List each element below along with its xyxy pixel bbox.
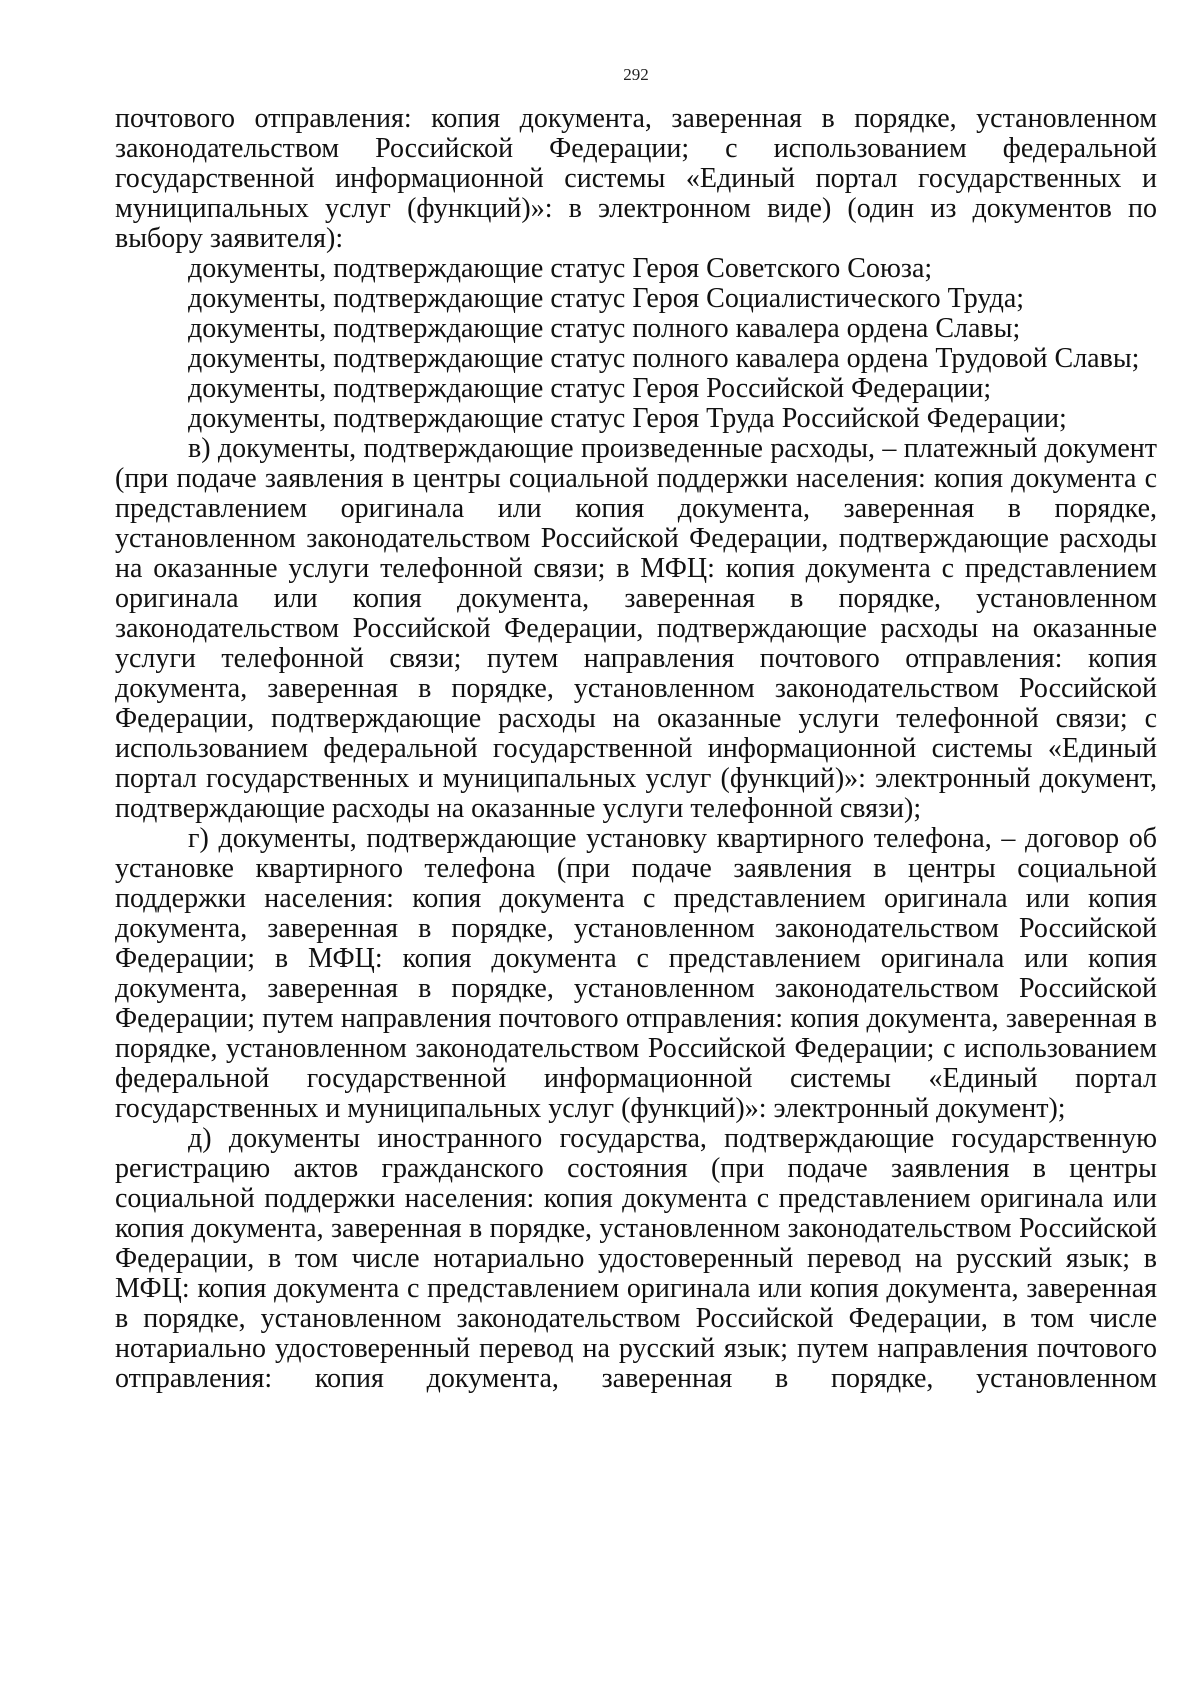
list-item: документы, подтверждающие статус Героя Социалистического Труда; xyxy=(188,283,1025,314)
list-item: документы, подтверждающие статус Героя Советского Союза; xyxy=(188,253,933,284)
hero-status-document-list xyxy=(115,254,1157,434)
page-number: 292 xyxy=(623,65,649,84)
list-item: документы, подтверждающие статус Героя Российской Федерации; xyxy=(188,373,992,404)
list-item: документы, подтверждающие статус Героя Труда Российской Федерации; xyxy=(188,403,1067,434)
paragraph-item-v: в) документы, подтверждающие произведенные расходы, – платежный документ (при подаче заявления в центры социальной поддержки населения: копия документа с представлением оригинала или копия документа, заверенная в порядке, установленном законодательством Российской Федерации, подтверждающие расходы на оказанные услуги телефонной связи; в МФЦ: копия документа с представлением оригинала или копия документа, заверенная в порядке, установленном законодательством Российской Федерации, подтверждающие расходы на оказанные услуги телефонной связи; путем направления почтового отправления: копия документа, заверенная в порядке, установленном законодательством Российской Федерации, подтверждающие расходы на оказанные услуги телефонной связи; с использованием федеральной государственной информационной системы «Единый портал государственных и муниципальных услуг (функций)»: электронный документ, подтверждающие расходы на оказанные услуги телефонной связи); xyxy=(115,433,1157,824)
paragraph-item-g: г) документы, подтверждающие установку квартирного телефона, – договор об установке квартирного телефона (при подаче заявления в центры социальной поддержки населения: копия документа с представлением оригинала или копия документа, заверенная в порядке, установленном законодательством Российской Федерации; в МФЦ: копия документа с представлением оригинала или копия документа, заверенная в порядке, установленном законодательством Российской Федерации; путем направления почтового отправления: копия документа, заверенная в порядке, установленном законодательством Российской Федерации; с использованием федеральной государственной информационной системы «Единый портал государственных и муниципальных услуг (функций)»: электронный документ); xyxy=(115,823,1157,1124)
list-item: документы, подтверждающие статус полного кавалера ордена Славы; xyxy=(188,313,1021,344)
paragraph-continuation: почтового отправления: копия документа, заверенная в порядке, установленном законодательством Российской Федерации; с использованием федеральной государственной информационной системы «Единый портал государственных и муниципальных услуг (функций)»: в электронном виде) (один из документов по выбору заявителя): xyxy=(115,103,1157,254)
paragraph-item-d: д) документы иностранного государства, подтверждающие государственную регистрацию актов гражданского состояния (при подаче заявления в центры социальной поддержки населения: копия документа с представлением оригинала или копия документа, заверенная в порядке, установленном законодательством Российской Федерации, в том числе нотариально удостоверенный перевод на русский язык; в МФЦ: копия документа с представлением оригинала или копия документа, заверенная в порядке, установленном законодательством Российской Федерации, в том числе нотариально удостоверенный перевод на русский язык; путем направления почтового отправления: копия документа, заверенная в порядке, установленном xyxy=(115,1123,1157,1394)
document-page xyxy=(115,62,1157,1394)
list-item: документы, подтверждающие статус полного кавалера ордена Трудовой Славы; xyxy=(188,343,1140,374)
